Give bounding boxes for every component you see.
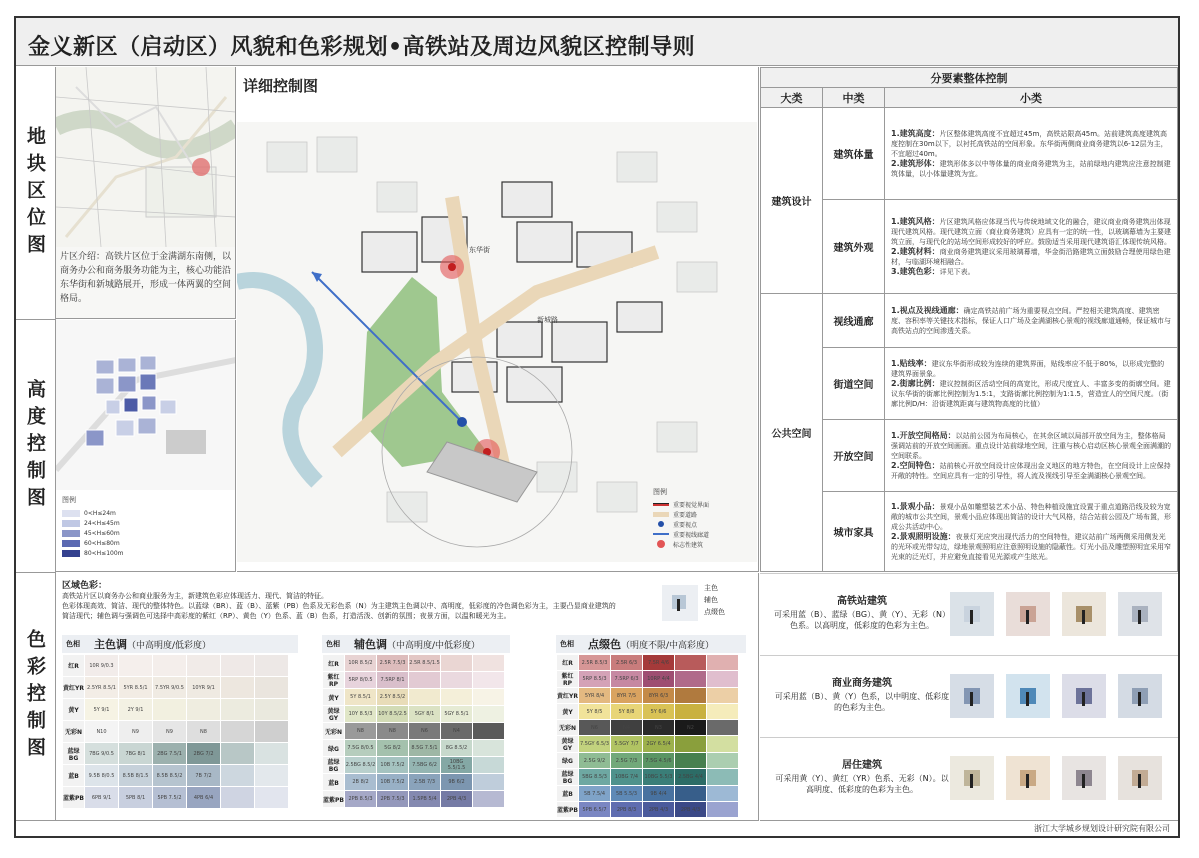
- color-key-aux: 辅色: [704, 596, 718, 604]
- color-swatch: 10R 9/0.3: [85, 655, 119, 677]
- color-swatch: [675, 736, 707, 753]
- color-swatch: 5RP 8/0.5: [345, 672, 377, 689]
- color-swatch: [473, 791, 505, 808]
- color-swatch: [153, 655, 187, 677]
- control-header-cat: 大类: [761, 88, 823, 108]
- color-swatch: 2GY 6.5/4: [643, 736, 675, 753]
- control-desc: 1.开放空间格局：以站前公园为布局核心，在其余区域以局部开放空间为主，整体格局强调站前的开放空间画面。重点设计站前绿地空间，注重与核心启动区核心景观全面满潮的空间联系。 2.空间特色：站前核心开放空间设计应体现出金义地区的地方特色，在空间设计上应保持开敞的特性。空间应具有一定的引导性，将人流及视线引导至金满湖核心景观空间。: [885, 420, 1178, 492]
- building-swatch: [950, 592, 994, 636]
- building-colors-panel: [760, 573, 1178, 821]
- color-swatch: [675, 704, 707, 720]
- color-swatch: 10B 7.5/2: [377, 757, 409, 774]
- color-swatch: [707, 671, 739, 688]
- detail-legend-item: 标志性建筑: [673, 541, 704, 549]
- building-color-text: [772, 760, 952, 795]
- color-swatch: [409, 672, 441, 689]
- palette-col-label: 色相: [66, 640, 80, 648]
- control-sub: 建筑体量: [823, 108, 885, 200]
- color-swatch: [473, 655, 505, 672]
- palette-row-label: 红R: [63, 655, 85, 677]
- color-swatch: 2PB 8/3: [611, 802, 643, 818]
- color-swatch: N8: [377, 723, 409, 740]
- palette-row-label: 黄绿GY: [557, 736, 579, 753]
- side-label-location: 地块区位图: [16, 67, 56, 320]
- color-swatch: N2: [675, 720, 707, 736]
- palette-row-label: 蓝B: [63, 765, 85, 787]
- color-swatch: 4PB 6/4: [187, 787, 221, 809]
- color-swatch: [187, 655, 221, 677]
- color-swatch: 7.5GY 6.5/3: [579, 736, 611, 753]
- color-swatch: [221, 677, 255, 699]
- palette-row-label: 紫红RP: [323, 672, 345, 689]
- color-swatch: [473, 706, 505, 723]
- color-swatch: 10BG 7/4: [611, 769, 643, 786]
- palette-title: [578, 636, 714, 652]
- color-swatch: 10Y 8.5/2.5: [377, 706, 409, 723]
- region-color-line: 色彩体现高效、简洁、现代的整体特色。以蓝绿（BR）、蓝（B）、蓝紫（PB）色系及无彩色系（N）为主建筑主色调以中、高明度，低彩度的冷色调色彩为主，主要凸显商业建筑的简洁现代；辅色调与强调色可选择中高彩度的紫红（RP）、黄色（Y）色系、蓝（B）色系，打造活泼、创新的氛围；夜景方面，以温和暖光为主。: [62, 602, 616, 620]
- color-swatch: 9.5B 8/0.5: [85, 765, 119, 787]
- palette-title: [344, 636, 480, 652]
- color-swatch: 5YR 8.5/1: [119, 677, 153, 699]
- palette-title-main: 主色调: [94, 638, 127, 651]
- color-swatch: 2PB 4/3: [441, 791, 473, 808]
- palette-row-label: 蓝绿BG: [557, 769, 579, 786]
- color-swatch: 8.5G 7.5/1: [409, 740, 441, 757]
- palette-title: [84, 636, 211, 652]
- palette-row-label: 蓝B: [323, 774, 345, 791]
- road-label-donghua: 东华街: [469, 246, 490, 254]
- control-header-detail: 小类: [885, 88, 1178, 108]
- height-legend-item: 0<H≤24m: [84, 509, 116, 517]
- height-legend-item: 24<H≤45m: [84, 519, 120, 527]
- color-swatch: 5Y 8/5: [579, 704, 611, 720]
- color-swatch: 6PB 9/1: [85, 787, 119, 809]
- color-swatch: [441, 672, 473, 689]
- palette-row-label: 蓝绿BG: [323, 757, 345, 774]
- side-label-color: 色彩控制图: [16, 573, 56, 821]
- color-key-main: 主色: [704, 584, 718, 592]
- detail-legend-title: 图例: [653, 488, 667, 496]
- palette-table: [62, 654, 289, 809]
- color-swatch: N8: [187, 721, 221, 743]
- color-swatch: N6: [579, 720, 611, 736]
- building-type-name: 居住建筑: [842, 760, 882, 771]
- color-swatch: 5RP 8.5/3: [579, 671, 611, 688]
- palette-row-label: 绿G: [323, 740, 345, 757]
- detail-legend-item: 重要视点: [673, 521, 698, 529]
- color-swatch: 5B 7.5/4: [579, 786, 611, 802]
- palette-row-label: 蓝绿BG: [63, 743, 85, 765]
- color-swatch: 7.5RP 6/3: [611, 671, 643, 688]
- color-swatch: 2.5R 6/3: [611, 655, 643, 671]
- palette-row-label: 蓝紫PB: [557, 802, 579, 818]
- palette-title-sub: （中高明度/中低彩度）: [387, 641, 481, 651]
- palette-row-label: 黄红YR: [63, 677, 85, 699]
- detail-legend-item: 重要视觉界面: [673, 501, 710, 509]
- building-swatch: [1062, 674, 1106, 718]
- page-title: 金义新区（启动区）风貌和色彩规划•高铁站及周边风貌区控制导则: [16, 18, 1178, 66]
- palette-row-label: 无彩N: [63, 721, 85, 743]
- palette-main: [62, 635, 298, 809]
- control-sub: 建筑外观: [823, 200, 885, 294]
- color-swatch: [707, 736, 739, 753]
- color-swatch: [675, 655, 707, 671]
- building-type-desc: 可采用蓝（B）、蓝绿（BG）、黄（Y）、无彩（N）色系。以高明度，低彩度的色彩为主色。: [774, 610, 950, 630]
- palette-row-label: 红R: [557, 655, 579, 671]
- color-swatch: [707, 704, 739, 720]
- color-swatch: 10B 7.5/2: [377, 774, 409, 791]
- control-desc: 1.贴线率：建议东华街形成较为连续的建筑界面，贴线率应不低于80%，以形成完整的建筑界面景象。 2.街廓比例：建议控制街区活动空间的高宽比，形成尺度宜人、丰富多变的街廓空间。建议东华街的街廓比例控制为1.5:1，支路街廓比例控制为1:1.5，营造宜人的空间尺度。（街廓比例D/H：沿街建筑距离与建筑物高度的比值）: [885, 348, 1178, 420]
- palette-table: [556, 654, 739, 818]
- palette-title-main: 辅色调: [354, 638, 387, 651]
- palette-row-label: 蓝B: [557, 786, 579, 802]
- palette-row-label: 黄Y: [63, 699, 85, 721]
- road-label-xincheng: 新城路: [537, 316, 558, 324]
- height-map: [56, 320, 236, 490]
- color-swatch: 8.5B 8/1.5: [119, 765, 153, 787]
- building-color-row: [760, 737, 1178, 819]
- palette-header: [556, 635, 746, 653]
- palette-row-label: 红R: [323, 655, 345, 672]
- palette-accent: [556, 635, 746, 818]
- location-map: [56, 67, 236, 247]
- color-swatch: 8G 8.5/2: [441, 740, 473, 757]
- palette-row-label: 黄红YR: [557, 688, 579, 704]
- color-swatch: [255, 677, 289, 699]
- color-swatch: 2.5B 7/3: [409, 774, 441, 791]
- building-swatch: [1118, 756, 1162, 800]
- palette-row-label: 黄Y: [323, 689, 345, 706]
- color-swatch: 5.5GY 7/7: [611, 736, 643, 753]
- color-swatch: [221, 765, 255, 787]
- color-swatch: 2.5Y 8.5/2: [377, 689, 409, 706]
- color-swatch: 10BG 5.5/3: [643, 769, 675, 786]
- color-swatch: [473, 723, 505, 740]
- color-swatch: 5YR 8/4: [579, 688, 611, 704]
- color-swatch: 2.5BG 8.5/2: [345, 757, 377, 774]
- building-swatch: [1118, 592, 1162, 636]
- detail-legend-item: 重要视线廊道: [673, 531, 710, 539]
- color-swatch: 1.5PB 5/4: [409, 791, 441, 808]
- color-control-panel: [56, 573, 759, 821]
- color-swatch: [221, 721, 255, 743]
- color-swatch: 8YR 7/5: [611, 688, 643, 704]
- color-swatch: 2.5R 8.5/3: [579, 655, 611, 671]
- building-color-row: [760, 573, 1178, 655]
- palette-row-label: 黄Y: [557, 704, 579, 720]
- color-swatch: [473, 689, 505, 706]
- control-table: [760, 67, 1178, 572]
- color-swatch: 2PB 4/3: [675, 802, 707, 818]
- color-swatch: 2B 8/2: [345, 774, 377, 791]
- palette-col-label: 色相: [560, 640, 574, 648]
- location-intro: 片区介绍：高铁片区位于金满湖东南侧，以商务办公和商务服务功能为主，核心功能沿东华街和新城路展开，形成一体两翼的空间格局。: [60, 252, 232, 304]
- color-swatch: [187, 699, 221, 721]
- color-swatch: 5G 8/2: [377, 740, 409, 757]
- color-swatch: 10Y 8.5/3: [345, 706, 377, 723]
- color-swatch: N3: [643, 720, 675, 736]
- color-swatch: [255, 765, 289, 787]
- color-swatch: [255, 787, 289, 809]
- color-swatch: [255, 721, 289, 743]
- location-map-panel: [56, 67, 236, 319]
- color-swatch: 5BG 8.5/3: [579, 769, 611, 786]
- color-swatch: [221, 655, 255, 677]
- color-swatch: [409, 689, 441, 706]
- palette-title-sub: （中高明度/低彩度）: [127, 641, 212, 651]
- color-swatch: [441, 689, 473, 706]
- color-swatch: 7.5YR 9/0.5: [153, 677, 187, 699]
- control-sub: 开放空间: [823, 420, 885, 492]
- color-swatch: 2BG 7.5/1: [153, 743, 187, 765]
- color-swatch: [675, 786, 707, 802]
- detail-map-title: 详细控制图: [243, 77, 319, 95]
- color-swatch: 7.5BG 6/2: [409, 757, 441, 774]
- building-type-desc: 可采用蓝（B）、黄（Y）色系，以中明度、低彩度的色彩为主色。: [774, 692, 950, 712]
- building-swatch: [1062, 756, 1106, 800]
- color-swatch: N4: [441, 723, 473, 740]
- color-swatch: [221, 787, 255, 809]
- color-swatch: 2.5G 9/2: [579, 753, 611, 769]
- color-swatch: 5Y 8.5/1: [345, 689, 377, 706]
- palette-title-sub: （明度不限/中高彩度）: [621, 641, 715, 651]
- palette-row-label: 蓝紫PB: [63, 787, 85, 809]
- control-header-sub: 中类: [823, 88, 885, 108]
- color-swatch: [221, 743, 255, 765]
- color-swatch: [675, 688, 707, 704]
- palette-col-label: 色相: [326, 640, 340, 648]
- building-swatch: [1006, 592, 1050, 636]
- control-cat: 建筑设计: [761, 108, 823, 294]
- color-swatch: [707, 769, 739, 786]
- building-swatch: [950, 756, 994, 800]
- color-swatch: [707, 786, 739, 802]
- color-swatch: 5Y 6/6: [643, 704, 675, 720]
- control-sub: 街道空间: [823, 348, 885, 420]
- color-swatch: 5PB 8/1: [119, 787, 153, 809]
- building-swatch: [1006, 674, 1050, 718]
- control-sub: 城市家具: [823, 492, 885, 572]
- color-swatch: [119, 655, 153, 677]
- palette-table: [322, 654, 505, 808]
- color-swatch: 7.5R 4/6: [643, 655, 675, 671]
- detail-map-panel: [237, 67, 759, 572]
- color-swatch: [473, 740, 505, 757]
- control-desc: 1.建筑风格：片区建筑风格应体现当代与传统地域文化的融合，建议商业商务建筑出体现现代建筑风格。现代建筑立面（商业商务建筑）应具有一定的统一性，以玻璃幕墙为主要建筑立面，与现代化的站场空间形成较好的呼应。鼓励适当采用现代建筑语汇体现传统风格。 2.建筑材料：商业商务建筑建议采用玻璃幕墙，华金街沿路建筑立面鼓励合理使用绿色建材，与临湖环境相融合。 3.建筑色彩：详见下表。: [885, 200, 1178, 294]
- color-swatch: 2PB 8.5/3: [345, 791, 377, 808]
- color-swatch: 5GY 8/1: [409, 706, 441, 723]
- color-swatch: 5PB 7.5/2: [153, 787, 187, 809]
- color-swatch: 2.5G 7/3: [611, 753, 643, 769]
- color-swatch: 7B 7/2: [187, 765, 221, 787]
- building-color-row: [760, 655, 1178, 737]
- viewpoint-icon: [457, 417, 467, 427]
- color-swatch: [707, 655, 739, 671]
- palette-row-label: 无彩N: [323, 723, 345, 740]
- color-swatch: 2BG 7/2: [187, 743, 221, 765]
- control-table-panel: [760, 67, 1178, 572]
- color-swatch: 2.5BG 4/4: [675, 769, 707, 786]
- footer-credit: 浙江大学城乡规划设计研究院有限公司: [1034, 824, 1170, 833]
- color-swatch: 7BG 9/0.5: [85, 743, 119, 765]
- control-desc: 1.视点及视线通廊：确定高铁站前广场为重要视点空间。严控相关建筑高度、建筑密度、容积率等关键技术指标，保证人口广场及金满湖核心景观的视线廊道通畅，保证城市与高铁站点的空间渗透关系。: [885, 294, 1178, 348]
- control-desc: 1.景观小品：景观小品如雕塑装艺术小品、特色种植设施宜设置于重点道路沿线及较为宽敞的城市公共空间，景观小品应体现出简洁的设计大气风格，结合站前公园及广场布置，形成公共活动中心。 2.景观照明设施：夜景灯光应突出现代活力的空间特性，建议站前广场两侧采用侧发光的光环或光带勾边，绿地景观照明应注意照明设施的隐蔽性。灯光小品及雕塑照明宜采用窄光束的泛光灯，并应避免直接看见光源或产生眩光。: [885, 492, 1178, 572]
- palette-row-label: 紫红RP: [557, 671, 579, 688]
- control-title: 分要素整体控制: [761, 68, 1178, 88]
- color-swatch: 2Y 9/1: [119, 699, 153, 721]
- color-swatch: 10R 8.5/2: [345, 655, 377, 672]
- color-swatch: 10YR 9/1: [187, 677, 221, 699]
- color-swatch: [473, 672, 505, 689]
- color-swatch: 2PB 4/3: [643, 802, 675, 818]
- color-swatch: 2.5YR 8.5/1: [85, 677, 119, 699]
- side-label-height: 高度控制图: [16, 320, 56, 573]
- color-swatch: [473, 757, 505, 774]
- color-swatch: 9B 4/4: [643, 786, 675, 802]
- region-color-line: 高铁站片区以商务办公和商业服务为主，新建筑色彩应体现活力、现代、简洁的特征。: [62, 592, 328, 600]
- site-marker-icon: [192, 158, 210, 176]
- building-swatch: [1006, 756, 1050, 800]
- color-swatch: [675, 753, 707, 769]
- height-map-panel: [56, 320, 236, 572]
- color-swatch: 10BG 5.5/1.5: [441, 757, 473, 774]
- color-swatch: 7BG 8/1: [119, 743, 153, 765]
- palette-aux: [322, 635, 510, 808]
- color-swatch: 5B 5.5/3: [611, 786, 643, 802]
- color-swatch: 2PB 7.5/3: [377, 791, 409, 808]
- color-swatch: [221, 699, 255, 721]
- palette-row-label: 绿G: [557, 753, 579, 769]
- color-swatch: [153, 699, 187, 721]
- building-swatch: [950, 674, 994, 718]
- building-swatch: [1118, 674, 1162, 718]
- color-key-accent: 点缀色: [704, 608, 725, 616]
- color-swatch: N9: [153, 721, 187, 743]
- height-legend-item: 45<H≤60m: [84, 529, 120, 537]
- palette-header: [62, 635, 298, 653]
- color-swatch: 2.5R 7.5/3: [377, 655, 409, 672]
- building-type-desc: 可采用黄（Y）、黄红（YR）色系、无彩（N）。以高明度、低彩度的色彩为主色。: [775, 774, 949, 794]
- height-legend-item: 80<H≤100m: [84, 549, 124, 557]
- palette-row-label: 黄绿GY: [323, 706, 345, 723]
- color-swatch: [707, 753, 739, 769]
- color-swatch: [707, 802, 739, 818]
- color-swatch: 7.5G 4.5/6: [643, 753, 675, 769]
- color-swatch: N8: [345, 723, 377, 740]
- color-swatch: [473, 774, 505, 791]
- color-swatch: [675, 671, 707, 688]
- color-swatch: 7.5G 8/0.5: [345, 740, 377, 757]
- control-sub: 视线通廊: [823, 294, 885, 348]
- color-swatch: N6: [409, 723, 441, 740]
- color-swatch: [441, 655, 473, 672]
- color-swatch: [255, 655, 289, 677]
- color-swatch: 8YR 6/3: [643, 688, 675, 704]
- building-swatch: [1062, 592, 1106, 636]
- height-legend-item: 60<H≤80m: [84, 539, 120, 547]
- color-swatch: 5PB 6.5/7: [579, 802, 611, 818]
- palette-row-label: 无彩N: [557, 720, 579, 736]
- color-swatch: 10RP 4/4: [643, 671, 675, 688]
- palette-title-main: 点缀色: [588, 638, 621, 651]
- color-swatch: [255, 699, 289, 721]
- building-type-name: 高铁站建筑: [837, 596, 887, 607]
- color-swatch: 9B 6/2: [441, 774, 473, 791]
- palette-row-label: 蓝紫PB: [323, 791, 345, 808]
- color-key: [662, 581, 732, 629]
- control-cat: 公共空间: [761, 294, 823, 572]
- color-swatch: 5GY 8.5/1: [441, 706, 473, 723]
- color-swatch: [707, 720, 739, 736]
- color-swatch: [707, 688, 739, 704]
- color-swatch: 8.5B 8.5/2: [153, 765, 187, 787]
- detail-legend-item: 重要道路: [673, 511, 698, 519]
- color-swatch: [255, 743, 289, 765]
- detail-legend: [653, 487, 709, 549]
- color-swatch: 5Y 9/1: [85, 699, 119, 721]
- region-color-text: [62, 581, 622, 621]
- height-legend-title: 图例: [62, 496, 76, 504]
- color-swatch: N4: [611, 720, 643, 736]
- color-swatch: N10: [85, 721, 119, 743]
- height-legend: [62, 495, 124, 558]
- building-color-text: [772, 678, 952, 713]
- palette-header: [322, 635, 510, 653]
- control-desc: 1.建筑高度：片区整体建筑高度不宜超过45m，高铁站限高45m。站前建筑高度建筑高度控制在30m以下，以衬托高铁站的空间形象。东华街两侧商业商务建筑以6-12层为主，不宜超过40m。 2.建筑形体：建筑形体多以中等体量的商业商务建筑为主，站前绿地内建筑应注意控制建筑体量，以小体量建筑为宜。: [885, 108, 1178, 200]
- building-type-name: 商业商务建筑: [832, 678, 892, 689]
- color-swatch: 2.5R 8.5/1.5: [409, 655, 441, 672]
- building-color-text: [772, 596, 952, 631]
- region-color-title: 区域色彩：: [62, 581, 108, 591]
- color-swatch: 7.5RP 8/1: [377, 672, 409, 689]
- color-swatch: N9: [119, 721, 153, 743]
- color-swatch: 5Y 8/8: [611, 704, 643, 720]
